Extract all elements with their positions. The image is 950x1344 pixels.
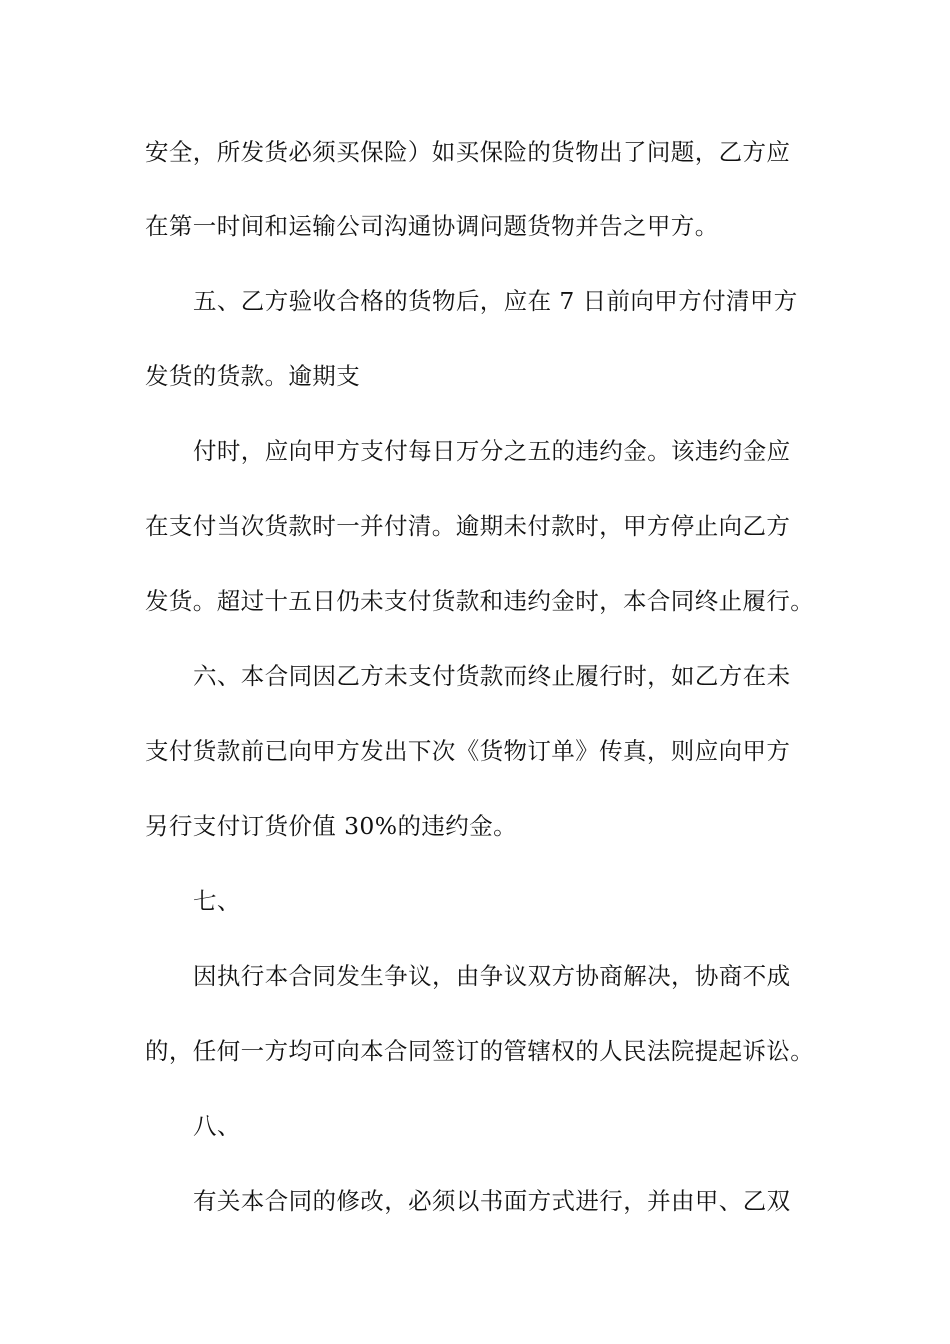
text-line: 因执行本合同发生争议，由争议双方协商解决，协商不成 <box>193 962 791 990</box>
text-line: 在支付当次货款时一并付清。逾期未付款时，甲方停止向乙方 <box>145 512 791 540</box>
text-line: 五、乙方验收合格的货物后，应在 7 日前向甲方付清甲方 <box>193 287 798 315</box>
text-line: 另行支付订货价值 30%的违约金。 <box>145 812 518 840</box>
text-line: 六、本合同因乙方未支付货款而终止履行时，如乙方在未 <box>193 662 791 690</box>
text-line: 付时，应向甲方支付每日万分之五的违约金。该违约金应 <box>193 437 791 465</box>
text-line: 安全，所发货必须买保险）如买保险的货物出了问题，乙方应 <box>145 138 791 166</box>
text-line: 发货的货款。逾期支 <box>145 362 361 390</box>
section-heading: 七、 <box>193 887 241 915</box>
text-line: 有关本合同的修改，必须以书面方式进行，并由甲、乙双 <box>193 1187 791 1215</box>
text-line: 的，任何一方均可向本合同签订的管辖权的人民法院提起诉讼。 <box>145 1037 815 1065</box>
text-line: 发货。超过十五日仍未支付货款和违约金时，本合同终止履行。 <box>145 587 815 615</box>
text-line: 支付货款前已向甲方发出下次《货物订单》传真，则应向甲方 <box>145 737 791 765</box>
text-line: 在第一时间和运输公司沟通协调问题货物并告之甲方。 <box>145 212 719 240</box>
section-heading: 八、 <box>193 1112 241 1140</box>
